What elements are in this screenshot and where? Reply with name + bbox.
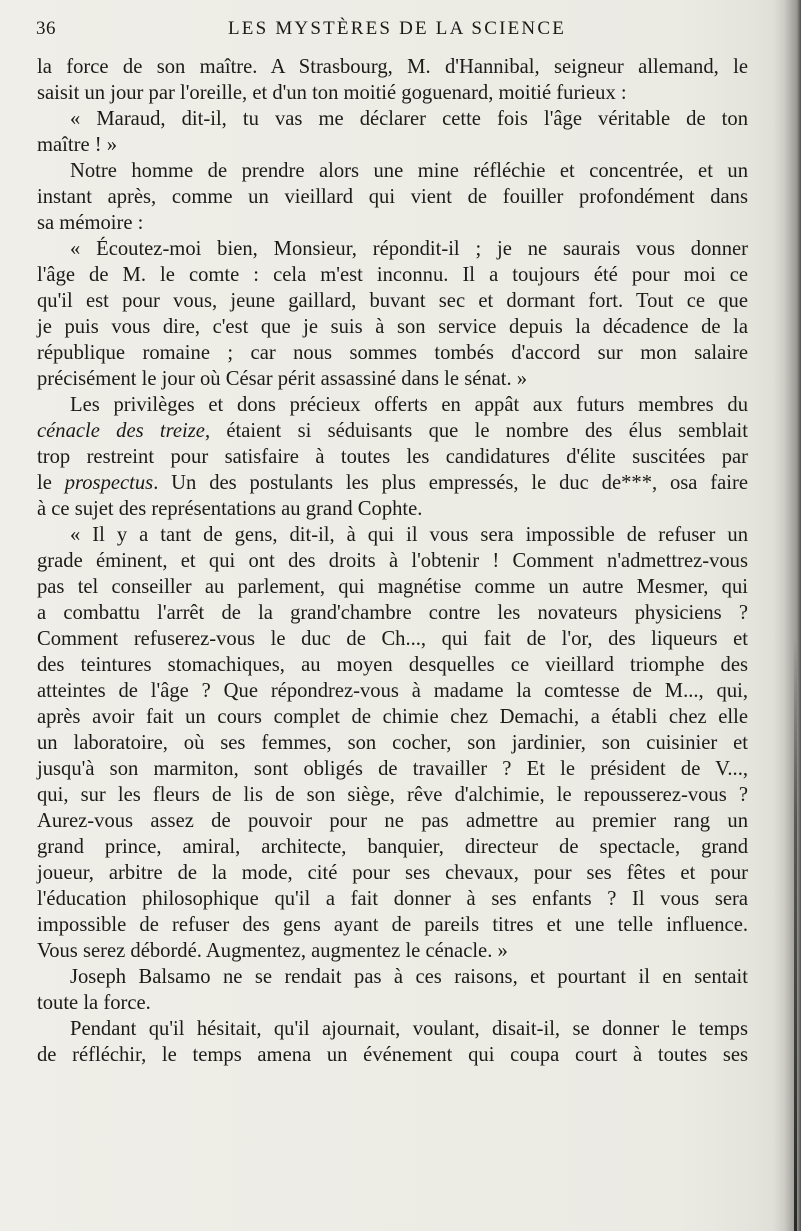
text-fragment: le [37, 472, 65, 494]
text-line: « Maraud, dit-il, tu vas me déclarer cette fois l'âge véritable de ton [70, 108, 748, 130]
text-line: jusqu'à son marmiton, sont obligés de travailler ? Et le président de V..., [37, 758, 748, 780]
text-line-italic [37, 470, 748, 496]
text-line: a combattu l'arrêt de la grand'chambre contre les novateurs physiciens ? [37, 602, 748, 624]
text-line: toute la force. [37, 992, 151, 1014]
text-line: joueur, arbitre de la mode, cité pour ses chevaux, pour ses fêtes et pour [37, 862, 748, 884]
text-line: la force de son maître. A Strasbourg, M. d'Hannibal, seigneur allemand, le [37, 56, 748, 78]
text-line: Vous serez débordé. Augmentez, augmentez le cénacle. » [37, 940, 508, 962]
text-line: « Il y a tant de gens, dit-il, à qui il vous sera impossible de refuser un [70, 524, 748, 546]
running-title: LES MYSTÈRES DE LA SCIENCE [228, 18, 566, 39]
text-line: grand prince, amiral, architecte, banquier, directeur de spectacle, grand [37, 836, 748, 858]
text-line: à ce sujet des représentations au grand Cophte. [37, 498, 423, 520]
text-line: je puis vous dire, c'est que je suis à son service depuis la décadence de la [37, 316, 748, 338]
text-line: atteintes de l'âge ? Que répondrez-vous à madame la comtesse de M..., qui, [37, 680, 748, 702]
text-line: instant après, comme un vieillard qui vient de fouiller profondément dans [37, 186, 748, 208]
italic-title: cénacle des treize [37, 420, 205, 442]
text-line: l'âge de M. le comte : cela m'est inconnu. Il a toujours été pour moi ce [37, 264, 748, 286]
text-line: sa mémoire : [37, 212, 144, 234]
text-line: Les privilèges et dons précieux offerts en appât aux futurs membres du [70, 394, 748, 416]
text-line: grade éminent, et qui ont des droits à l'obtenir ! Comment n'admettrez-vous [37, 550, 748, 572]
text-line: saisit un jour par l'oreille, et d'un ton moitié goguenard, moitié furieux : [37, 82, 627, 104]
text-line: impossible de refuser des gens ayant de pareils titres et une telle influence. [37, 914, 748, 936]
text-line: « Écoutez-moi bien, Monsieur, répondit-il ; je ne saurais vous donner [70, 238, 748, 260]
text-line: des teintures stomachiques, au moyen desquelles ce vieillard triomphe des [37, 654, 748, 676]
text-line: trop restreint pour satisfaire à toutes les candidatures d'élite suscitées par [37, 446, 748, 468]
body-text [37, 54, 748, 1068]
text-line: Aurez-vous assez de pouvoir pour ne pas admettre au premier rang un [37, 810, 748, 832]
text-line: qu'il est pour vous, jeune gaillard, buvant sec et dormant fort. Tout ce que [37, 290, 748, 312]
text-line: Joseph Balsamo ne se rendait pas à ces raisons, et pourtant il en sentait [70, 966, 748, 988]
text-line: de réfléchir, le temps amena un événement qui coupa court à toutes ses [37, 1044, 748, 1066]
text-line: Pendant qu'il hésitait, qu'il ajournait, voulant, disait-il, se donner le temps [70, 1018, 748, 1040]
text-line-italic [37, 418, 748, 444]
text-line: pas tel conseiller au parlement, qui magnétise comme un autre Mesmer, qui [37, 576, 748, 598]
text-fragment: , étaient si séduisants que le nombre des élus semblait [204, 420, 748, 442]
text-line: république romaine ; car nous sommes tombés d'accord sur mon salaire [37, 342, 748, 364]
text-line: Notre homme de prendre alors une mine réfléchie et concentrée, et un [70, 160, 748, 182]
text-line: maître ! » [37, 134, 118, 156]
page-number: 36 [36, 18, 56, 39]
page-header [36, 18, 748, 48]
text-line: qui, sur les fleurs de lis de son siège, rêve d'alchimie, le repousserez-vous ? [37, 784, 748, 806]
page-binding-edge [794, 640, 797, 1231]
text-line: après avoir fait un cours complet de chimie chez Demachi, a établi chez elle [37, 706, 748, 728]
text-line: précisément le jour où César périt assassiné dans le sénat. » [37, 368, 528, 390]
text-line: l'éducation philosophique qu'il a fait donner à ses enfants ? Il vous sera [37, 888, 748, 910]
text-line: Comment refuserez-vous le duc de Ch..., qui fait de l'or, des liqueurs et [37, 628, 748, 650]
italic-word: prospectus [64, 472, 154, 494]
text-line: un laboratoire, où ses femmes, son cocher, son jardinier, son cuisinier et [37, 732, 748, 754]
text-fragment: . Un des postulants les plus empressés, le duc de***, osa faire [153, 472, 748, 494]
